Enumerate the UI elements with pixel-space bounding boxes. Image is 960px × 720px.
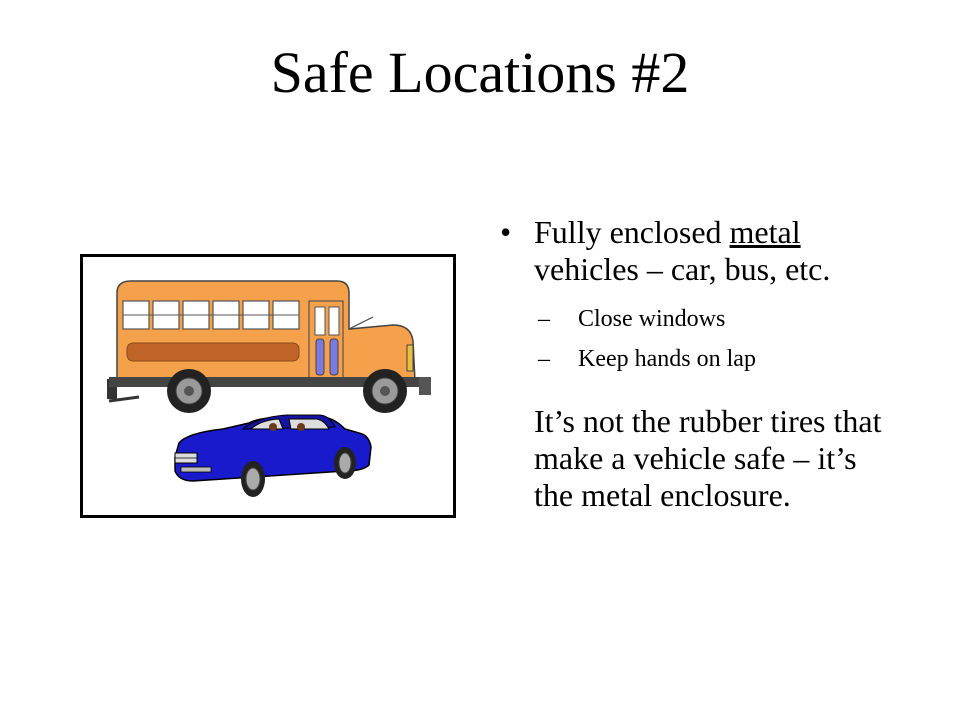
car-icon — [175, 415, 371, 497]
sub-bullet-list — [500, 299, 900, 379]
school-bus-icon — [107, 281, 431, 413]
sub-bullet-text: Close windows — [578, 306, 726, 332]
sub-bullet-marker: – — [538, 306, 550, 332]
bullet-text-start: Fully enclosed — [534, 214, 730, 250]
sub-bullet — [500, 339, 900, 379]
bullet-marker: • — [500, 214, 512, 250]
sub-bullet-marker: – — [538, 346, 550, 372]
sub-bullet-text: Keep hands on lap — [578, 346, 756, 372]
bullet-text-end: vehicles – car, bus, etc. — [534, 251, 831, 287]
bullet-text-underlined: metal — [729, 214, 801, 250]
vehicles-picture — [80, 254, 456, 518]
bullet-main — [500, 214, 900, 288]
note-paragraph: It’s not the rubber tires that make a vehicle safe – it’s the metal enclosure. — [534, 403, 882, 513]
slide-content — [500, 214, 900, 514]
sub-bullet — [500, 299, 900, 339]
slide-title: Safe Locations #2 — [270, 40, 690, 105]
